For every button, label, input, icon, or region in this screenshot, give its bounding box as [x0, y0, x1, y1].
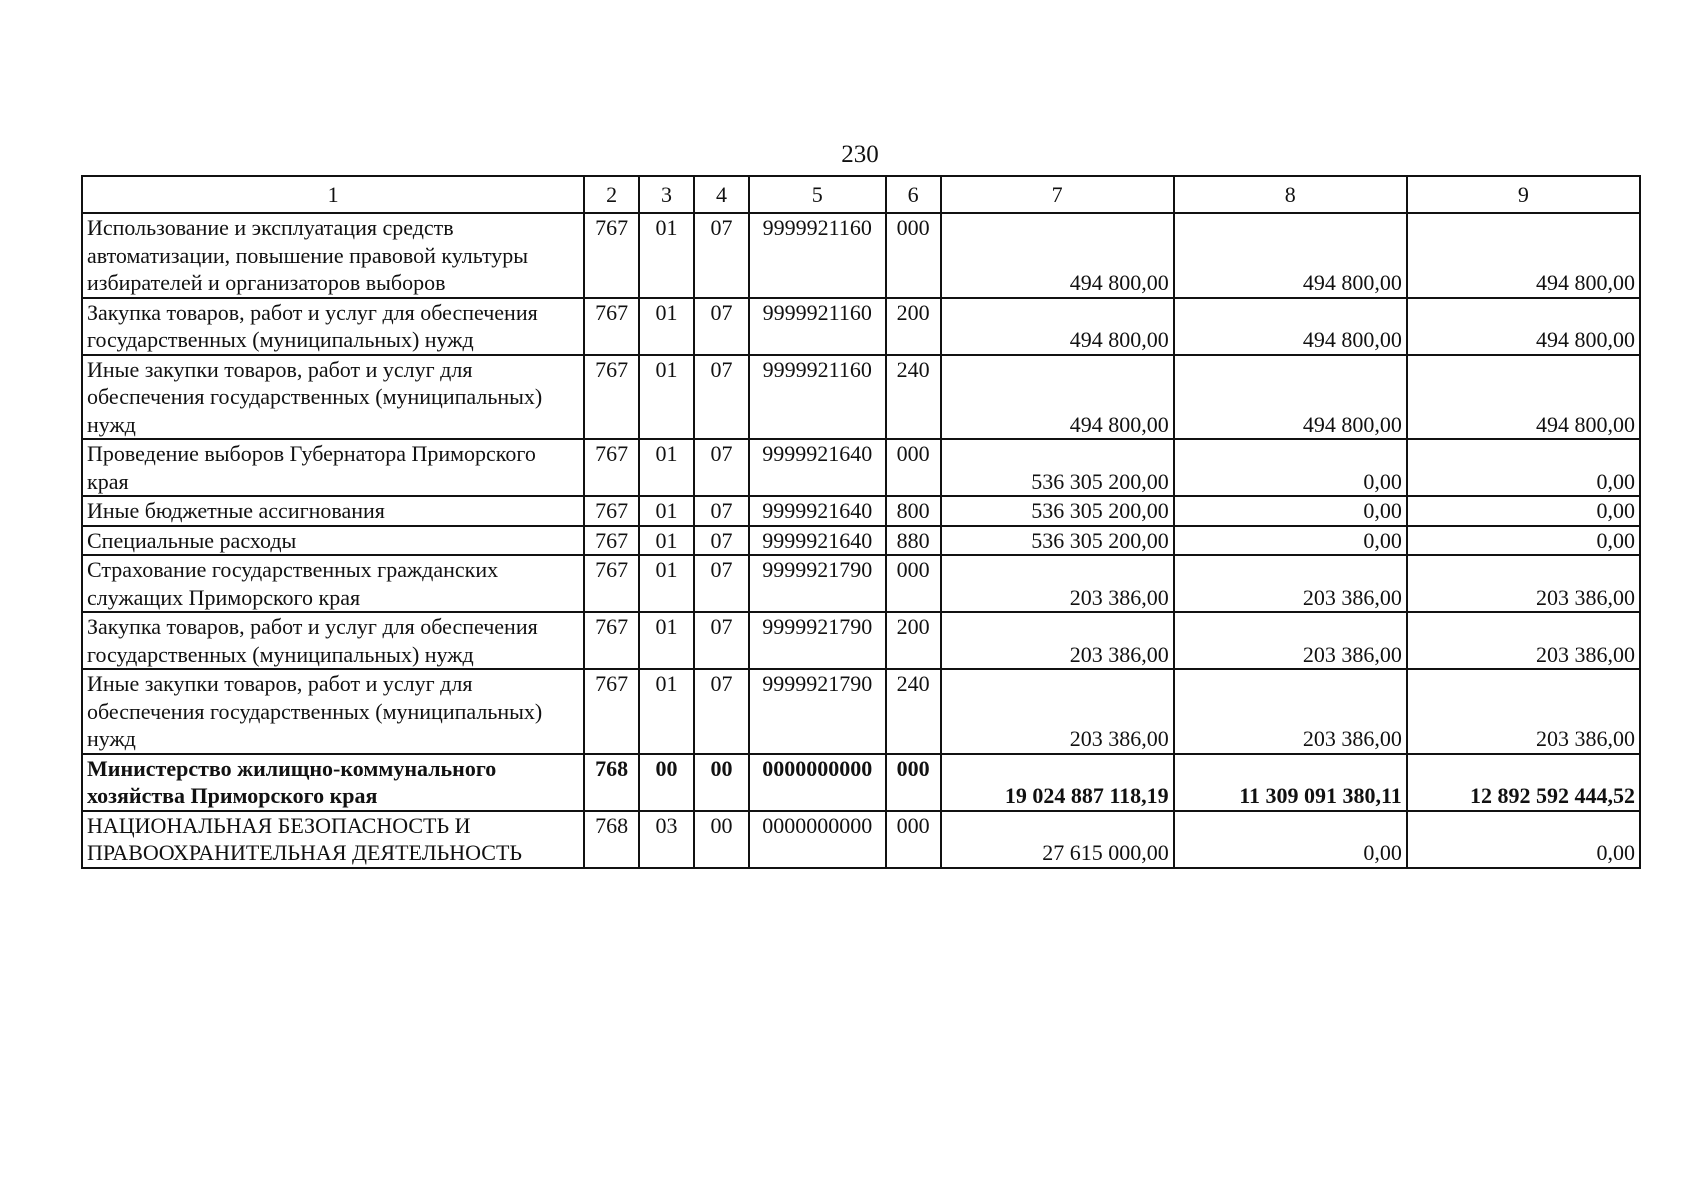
code-cell: 9999921790	[749, 555, 886, 612]
code-cell: 000	[886, 811, 941, 868]
amount-cell: 494 800,00	[1174, 213, 1407, 298]
column-header: 4	[694, 176, 749, 213]
code-cell: 00	[639, 754, 694, 811]
amount-cell: 494 800,00	[941, 298, 1174, 355]
code-cell: 0000000000	[749, 754, 886, 811]
table-row	[82, 555, 1640, 612]
budget-table	[81, 175, 1641, 869]
column-header: 7	[941, 176, 1174, 213]
code-cell: 01	[639, 669, 694, 754]
amount-cell: 536 305 200,00	[941, 526, 1174, 556]
table-row	[82, 754, 1640, 811]
column-header: 3	[639, 176, 694, 213]
code-cell: 0000000000	[749, 811, 886, 868]
code-cell: 9999921160	[749, 213, 886, 298]
code-cell: 240	[886, 669, 941, 754]
code-cell: 07	[694, 298, 749, 355]
table-row	[82, 669, 1640, 754]
row-name-cell: Специальные расходы	[82, 526, 584, 556]
code-cell: 9999921640	[749, 526, 886, 556]
table-row	[82, 496, 1640, 526]
code-cell: 800	[886, 496, 941, 526]
code-cell: 767	[584, 213, 639, 298]
amount-cell: 0,00	[1174, 439, 1407, 496]
amount-cell: 27 615 000,00	[941, 811, 1174, 868]
amount-cell: 0,00	[1174, 811, 1407, 868]
amount-cell: 0,00	[1407, 526, 1640, 556]
row-name-cell: Страхование государственных гражданских служащих Приморского края	[82, 555, 584, 612]
table-row	[82, 213, 1640, 298]
amount-cell: 0,00	[1407, 496, 1640, 526]
code-cell: 07	[694, 213, 749, 298]
code-cell: 767	[584, 355, 639, 440]
row-name-cell: Проведение выборов Губернатора Приморского края	[82, 439, 584, 496]
amount-cell: 203 386,00	[1174, 669, 1407, 754]
code-cell: 01	[639, 496, 694, 526]
amount-cell: 494 800,00	[1407, 355, 1640, 440]
code-cell: 01	[639, 355, 694, 440]
amount-cell: 494 800,00	[1407, 298, 1640, 355]
code-cell: 9999921640	[749, 496, 886, 526]
code-cell: 07	[694, 669, 749, 754]
code-cell: 767	[584, 298, 639, 355]
code-cell: 000	[886, 754, 941, 811]
code-cell: 767	[584, 526, 639, 556]
amount-cell: 203 386,00	[1174, 555, 1407, 612]
row-name-cell: Иные бюджетные ассигнования	[82, 496, 584, 526]
code-cell: 01	[639, 298, 694, 355]
code-cell: 07	[694, 439, 749, 496]
amount-cell: 0,00	[1174, 526, 1407, 556]
amount-cell: 536 305 200,00	[941, 496, 1174, 526]
code-cell: 767	[584, 612, 639, 669]
column-header: 6	[886, 176, 941, 213]
code-cell: 767	[584, 439, 639, 496]
amount-cell: 203 386,00	[941, 669, 1174, 754]
code-cell: 01	[639, 439, 694, 496]
amount-cell: 494 800,00	[941, 355, 1174, 440]
table-row	[82, 355, 1640, 440]
code-cell: 768	[584, 754, 639, 811]
amount-cell: 203 386,00	[941, 555, 1174, 612]
table-row	[82, 811, 1640, 868]
code-cell: 03	[639, 811, 694, 868]
amount-cell: 0,00	[1407, 811, 1640, 868]
amount-cell: 203 386,00	[1174, 612, 1407, 669]
row-name-cell: НАЦИОНАЛЬНАЯ БЕЗОПАСНОСТЬ И ПРАВООХРАНИТЕЛЬНАЯ ДЕЯТЕЛЬНОСТЬ	[82, 811, 584, 868]
code-cell: 767	[584, 669, 639, 754]
column-header: 5	[749, 176, 886, 213]
code-cell: 200	[886, 298, 941, 355]
code-cell: 07	[694, 355, 749, 440]
code-cell: 07	[694, 555, 749, 612]
code-cell: 01	[639, 555, 694, 612]
amount-cell: 12 892 592 444,52	[1407, 754, 1640, 811]
amount-cell: 11 309 091 380,11	[1174, 754, 1407, 811]
amount-cell: 494 800,00	[1174, 298, 1407, 355]
table-row	[82, 298, 1640, 355]
column-header: 2	[584, 176, 639, 213]
amount-cell: 494 800,00	[1407, 213, 1640, 298]
table-row	[82, 612, 1640, 669]
row-name-cell: Иные закупки товаров, работ и услуг для обеспечения государственных (муниципальных) нужд	[82, 669, 584, 754]
amount-cell: 203 386,00	[941, 612, 1174, 669]
amount-cell: 0,00	[1174, 496, 1407, 526]
table-row	[82, 439, 1640, 496]
code-cell: 00	[694, 754, 749, 811]
code-cell: 07	[694, 496, 749, 526]
amount-cell: 203 386,00	[1407, 555, 1640, 612]
code-cell: 9999921790	[749, 612, 886, 669]
code-cell: 000	[886, 213, 941, 298]
code-cell: 9999921790	[749, 669, 886, 754]
code-cell: 200	[886, 612, 941, 669]
code-cell: 00	[694, 811, 749, 868]
header-row	[82, 176, 1640, 213]
code-cell: 07	[694, 612, 749, 669]
code-cell: 767	[584, 555, 639, 612]
column-header: 1	[82, 176, 584, 213]
code-cell: 07	[694, 526, 749, 556]
row-name-cell: Министерство жилищно-коммунального хозяйства Приморского края	[82, 754, 584, 811]
code-cell: 000	[886, 555, 941, 612]
table-row	[82, 526, 1640, 556]
column-header: 9	[1407, 176, 1640, 213]
code-cell: 9999921640	[749, 439, 886, 496]
table-body	[82, 213, 1640, 868]
code-cell: 01	[639, 213, 694, 298]
amount-cell: 494 800,00	[1174, 355, 1407, 440]
amount-cell: 494 800,00	[941, 213, 1174, 298]
row-name-cell: Иные закупки товаров, работ и услуг для обеспечения государственных (муниципальных) нужд	[82, 355, 584, 440]
code-cell: 767	[584, 496, 639, 526]
code-cell: 9999921160	[749, 355, 886, 440]
code-cell: 9999921160	[749, 298, 886, 355]
code-cell: 01	[639, 526, 694, 556]
code-cell: 01	[639, 612, 694, 669]
row-name-cell: Использование и эксплуатация средств автоматизации, повышение правовой культуры избирателей и организаторов выборов	[82, 213, 584, 298]
amount-cell: 536 305 200,00	[941, 439, 1174, 496]
amount-cell: 203 386,00	[1407, 669, 1640, 754]
column-header: 8	[1174, 176, 1407, 213]
code-cell: 000	[886, 439, 941, 496]
page-number: 230	[841, 141, 879, 168]
row-name-cell: Закупка товаров, работ и услуг для обеспечения государственных (муниципальных) нужд	[82, 612, 584, 669]
row-name-cell: Закупка товаров, работ и услуг для обеспечения государственных (муниципальных) нужд	[82, 298, 584, 355]
amount-cell: 203 386,00	[1407, 612, 1640, 669]
amount-cell: 0,00	[1407, 439, 1640, 496]
code-cell: 768	[584, 811, 639, 868]
code-cell: 240	[886, 355, 941, 440]
amount-cell: 19 024 887 118,19	[941, 754, 1174, 811]
code-cell: 880	[886, 526, 941, 556]
